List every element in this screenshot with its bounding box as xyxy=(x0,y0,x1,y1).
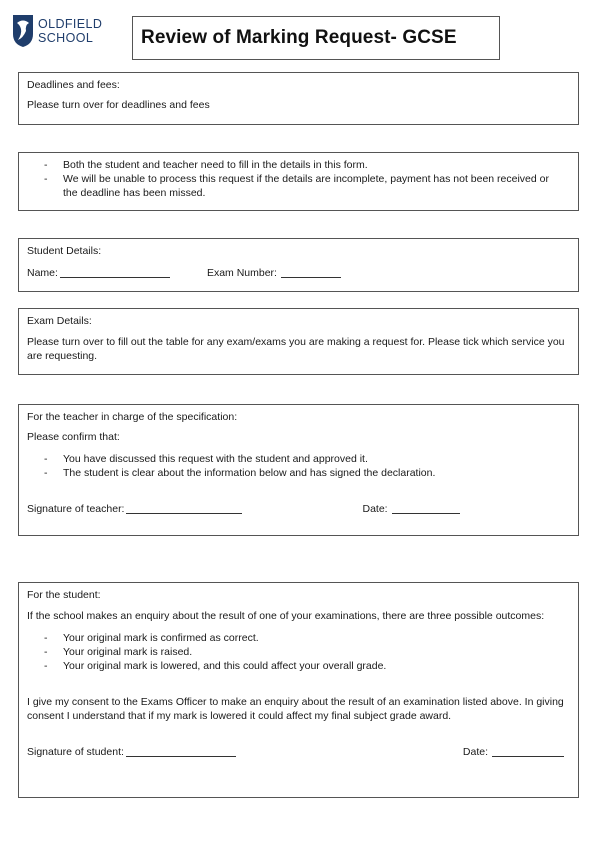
deadlines-text: Please turn over for deadlines and fees xyxy=(27,99,210,111)
exam-details-section xyxy=(18,308,579,375)
teacher-confirm-list xyxy=(27,452,570,480)
student-date-label: Date: xyxy=(462,746,488,758)
teacher-heading: For the teacher in charge of the specification: xyxy=(27,411,238,423)
school-crest-icon xyxy=(12,14,34,48)
student-details-section xyxy=(18,238,579,292)
exam-number-field-label: Exam Number: xyxy=(206,267,277,279)
exam-details-text: Please turn over to fill out the table for any exam/exams you are making a request for. Please tick which service you are requesting. xyxy=(27,336,565,362)
list-item: - We will be unable to process this request if the details are incomplete, payment has not been received or the deadline has been missed. xyxy=(27,172,570,200)
consent-text: I give my consent to the Exams Officer to make an enquiry about the result of an examination listed above. In giving consent I understand that if my mark is lowered it could affect my final subject grade award. xyxy=(27,696,564,722)
student-intro-text: If the school makes an enquiry about the result of one of your examinations, there are three possible outcomes: xyxy=(27,610,545,622)
exam-number-field-line[interactable] xyxy=(281,266,341,278)
list-item: - Your original mark is lowered, and this could affect your overall grade. xyxy=(27,659,570,673)
school-name-line2: SCHOOL xyxy=(38,31,94,45)
list-item: - Your original mark is raised. xyxy=(27,645,570,659)
name-field-line[interactable] xyxy=(60,266,170,278)
list-item: - Your original mark is confirmed as correct. xyxy=(27,631,570,645)
teacher-signature-label: Signature of teacher: xyxy=(27,503,125,515)
teacher-date-line[interactable] xyxy=(392,502,460,514)
deadlines-section xyxy=(18,72,579,125)
exam-details-heading: Exam Details: xyxy=(27,315,92,327)
student-signature-line[interactable] xyxy=(126,745,236,757)
teacher-section xyxy=(18,404,579,536)
name-field-label: Name: xyxy=(27,267,58,279)
school-logo xyxy=(12,14,102,48)
title-box xyxy=(132,16,500,60)
student-details-heading: Student Details: xyxy=(27,245,102,257)
school-name xyxy=(38,17,102,45)
deadlines-heading: Deadlines and fees: xyxy=(27,79,120,91)
list-item: - Both the student and teacher need to fill in the details in this form. xyxy=(27,158,570,172)
teacher-confirm-text: Please confirm that: xyxy=(27,431,120,443)
notes-list xyxy=(27,158,570,200)
list-item: - The student is clear about the information below and has signed the declaration. xyxy=(27,466,570,480)
notes-section xyxy=(18,152,579,211)
page-title: Review of Marking Request- GCSE xyxy=(141,27,457,48)
student-signature-label: Signature of student: xyxy=(27,746,124,758)
outcomes-list xyxy=(27,631,570,673)
student-heading: For the student: xyxy=(27,589,101,601)
teacher-date-label: Date: xyxy=(362,503,388,515)
school-name-line1: OLDFIELD xyxy=(38,17,103,31)
list-item: - You have discussed this request with the student and approved it. xyxy=(27,452,570,466)
student-date-line[interactable] xyxy=(492,745,564,757)
teacher-signature-line[interactable] xyxy=(126,502,242,514)
student-section xyxy=(18,582,579,798)
